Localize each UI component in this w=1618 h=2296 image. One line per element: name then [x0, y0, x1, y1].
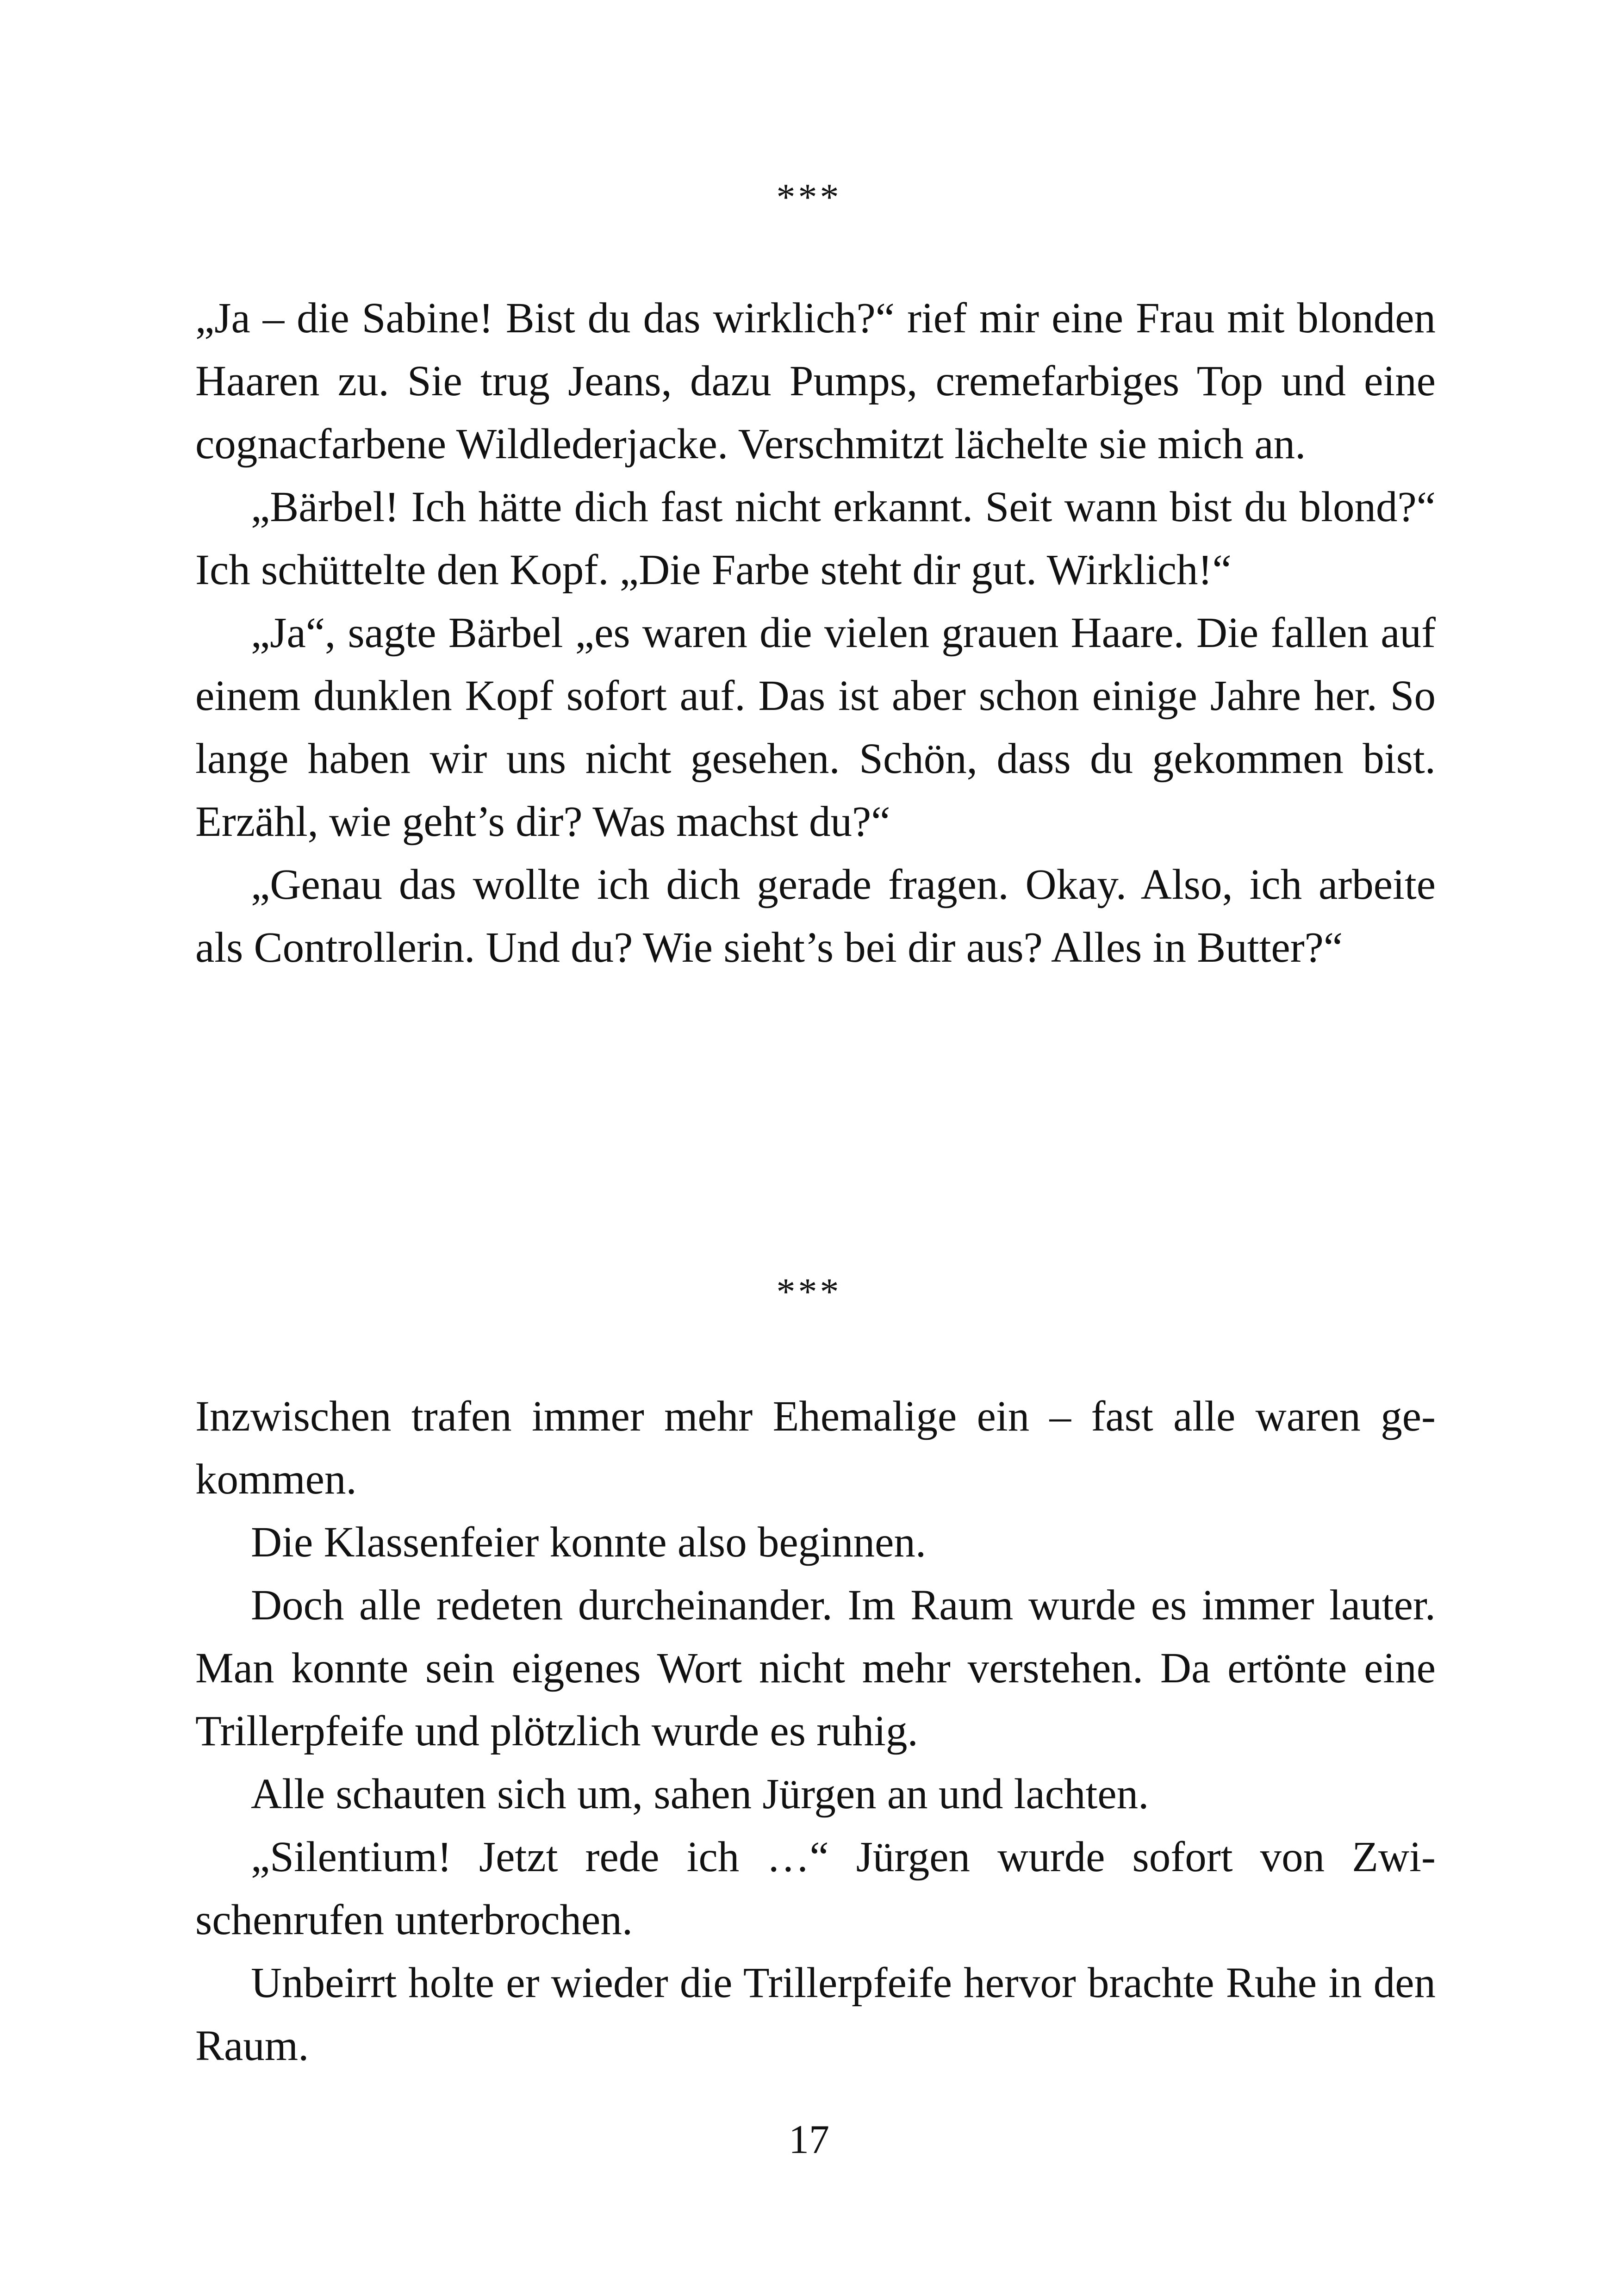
paragraph: Unbeirrt holte er wieder die Trillerpfeife hervor brachte Ruhe in den Raum.: [195, 1959, 1436, 2070]
paragraph: Doch alle redeten durcheinander. Im Raum wurde es immer lauter. Man konnte sein eigenes Wort nicht mehr verstehen. Da ertönte eine Trillerpfeife und plötzlich wurde es ruhig.: [195, 1581, 1436, 1755]
paragraph: „Silentium! Jetzt rede ich …“ Jürgen wurde sofort von Zwischenrufen unterbrochen.: [195, 1833, 1436, 1944]
paragraph: Alle schauten sich um, sahen Jürgen an und lachten.: [251, 1770, 1149, 1818]
section-separator: ***: [776, 176, 842, 218]
paragraph: „Bärbel! Ich hätte dich fast nicht erkannt. Seit wann bist du blond?“ Ich schüttelte den Kopf. „Die Farbe steht dir gut. Wirklich!“: [195, 483, 1436, 594]
text-section-1: [195, 287, 1436, 979]
text-section-2: [195, 1385, 1436, 2078]
paragraph: „Genau das wollte ich dich gerade fragen. Okay. Also, ich arbeite als Controllerin. Und du? Wie sieht’s bei dir aus? Alles in Butter?“: [195, 861, 1436, 971]
section-separator: ***: [776, 1270, 842, 1313]
page-number: 17: [789, 2117, 829, 2162]
paragraph: Inzwischen trafen immer mehr Ehemalige ein – fast alle waren gekommen.: [195, 1393, 1436, 1503]
paragraph: „Ja – die Sabine! Bist du das wirklich?“ rief mir eine Frau mit blonden Haaren zu. Sie trug Jeans, dazu Pumps, cremefarbiges Top und eine cognacfarbene Wildlederjacke. Verschmitzt lächelte sie mich an.: [195, 294, 1436, 468]
paragraph: Die Klassenfeier konnte also beginnen.: [251, 1518, 927, 1566]
paragraph: „Ja“, sagte Bärbel „es waren die vielen grauen Haare. Die fallen auf einem dunklen Kopf sofort auf. Das ist aber schon einige Jahre her. So lange haben wir uns nicht gesehen. Schön, dass du gekommen bist. Erzähl, wie geht’s dir? Was machst du?“: [195, 609, 1436, 846]
